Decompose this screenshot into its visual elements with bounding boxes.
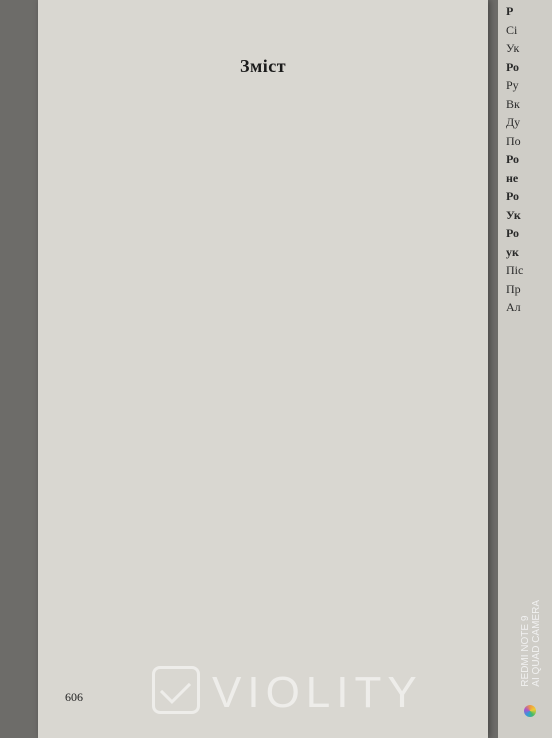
violity-logo-icon: [152, 666, 200, 714]
adjacent-page-line: Ро: [506, 59, 520, 74]
page-title: Зміст: [239, 56, 287, 76]
adjacent-page-line: Ру: [506, 78, 519, 92]
adjacent-page-line: Ро: [506, 226, 520, 240]
adjacent-page-line: Ук: [506, 41, 520, 55]
table-of-contents: [38, 0, 488, 738]
adjacent-page-line: Сі: [506, 22, 518, 37]
adjacent-page-line: Ук: [506, 207, 521, 222]
camera-tagline: AI QUAD CAMERA: [531, 600, 542, 687]
camera-model: REDMI NOTE 9: [520, 615, 531, 687]
adjacent-page-line: По: [506, 133, 521, 148]
adjacent-page-line: не: [506, 170, 519, 185]
watermark: VIOLITY: [212, 668, 423, 717]
adjacent-page-line: Р: [506, 4, 514, 18]
adjacent-page-line: Ро: [506, 152, 520, 166]
page-number: 606: [65, 690, 83, 704]
adjacent-page-line: ук: [506, 244, 519, 259]
adjacent-page-line: Пр: [506, 281, 521, 296]
camera-watermark: [520, 600, 540, 687]
adjacent-page-line: Піс: [506, 263, 524, 277]
adjacent-page-line: Ду: [506, 115, 521, 129]
adjacent-page-line: Ро: [506, 189, 520, 203]
adjacent-page-line: Ал: [506, 300, 521, 314]
adjacent-page-line: Вк: [506, 96, 520, 111]
camera-badge-icon: [524, 705, 536, 717]
book-page: [38, 0, 488, 738]
